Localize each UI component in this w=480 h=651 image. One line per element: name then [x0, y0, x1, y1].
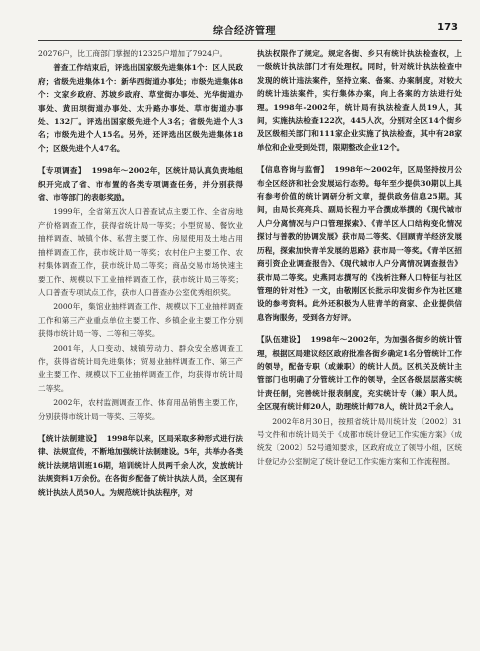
section-heading: 【专项调查】	[38, 166, 86, 176]
section-special-survey	[38, 164, 243, 204]
paragraph: 普查工作结束后，评选出国家级先进集体1个：区人民政府；省级先进集体1个：新华西街道办事处；市级先进集体8个：文家乡政府、苏坡乡政府、草堂街办事处、光华街道办事处、黄田坝街道办事处、太升路办事处、草市街道办事处、132厂。评选出国家级先进个人3名；省级先进个人3名；市级先进个人15名。另外，还评选出区级先进集体18个；区级先进个人47名。	[38, 63, 243, 153]
right-column	[257, 47, 462, 500]
section-heading: 【统计法制建设】	[38, 433, 102, 443]
paragraph: 1998年以来，区局采取多种形式进行法律、法规宣传，不断地加强统计法制建设。5年，共举办各类统计法规培训班16期，培训统计人员两千余人次，发放统计法规资料1万余份。在各街乡配备了统计执法人员，全区现有统计执法人员50人。为规范统计执法程序，对	[38, 433, 243, 497]
paragraph: 20276户，比工商部门掌握的12325户增加了7924户。	[38, 49, 228, 58]
section-heading: 【信息咨询与监督】	[257, 165, 329, 175]
paragraph: 2002年8月30日，按照省统计局川统计发〔2002〕31号文件和市统计局关于《成都市统计登记工作实施方案》（成统发〔2002〕52号通知要求，区政府成立了领导小组，区统计登记办公室制定了统计登记工作实施方案和工作流程图。	[257, 416, 462, 466]
page-header	[38, 22, 462, 41]
section-heading: 【队伍建设】	[257, 335, 305, 345]
section-team-building	[257, 333, 462, 413]
left-column	[38, 47, 243, 500]
section-legal-construction	[38, 432, 243, 499]
paragraph: 执法权限作了规定。规定各街、乡只有统计执法检查权，上一级统计执法部门才有处理权。同时，针对统计执法检查中发现的统计违法案件，坚持立案、备案、办案制度，对较大的统计违法案件，实行集体办案，向上各案的方法进行处理。1998年-2002年，统计局有执法检查人员19人，其间，实施执法检查122次，445人次，分别对全区14个街乡及区级相关部门和111家企业实施了执法检查，其中有28家单位和企业受到处罚，限期整改企业12个。	[257, 49, 462, 152]
paragraph: 2000年，集馆业抽样调查工作、规模以下工业抽样调查工作和第三产业重点单位主要工作、乡镇企业主要工作分别获得市统计局一等、二等和三等奖。	[38, 302, 243, 339]
paragraph: 1999年，全省第五次人口普查试点主要工作、全省房地产价格调查工作，获得省统计局一等奖；小型贸易、餐饮业抽样调查、城镇个体、私营主要工作、房屋使用及土地占用抽样调查工作，获市统计局一等奖；农村住户主要工作、农村集体调查工作，获市统计局二等奖；商品交易市场快速主要工作、规模以下工业抽样调查工作，获市统计局三等奖；人口普查专项试点工作，获市人口普查办公室优秀组织奖。	[38, 207, 243, 297]
paragraph: 1998年～2002年，区统计局认真负责地组织开完成了省、市布置的各类专项调查任务，并分别获得省、市等部门的表彰奖励。	[38, 166, 243, 203]
paragraph: 1998年～2002年，区局坚持按月公布全区经济和社会发展运行态势。每年至少提供30期以上具有参考价值的统计调研分析文章，提供政务信息25期。其间，由局长亮亮兵、副局长程力平合撰成举撰的《现代城市人户分离情况与户口管理探索》、《青羊区人口结构变化情况探讨与普教的协调发展》获市局二等奖、《回顾青羊经济发展历程，探索加快青羊发展的思路》获市局一等奖。《青羊区招商引资企业调查报告》、《现代城市人户分离情况调查报告》获市局二等奖。史燕同志撰写的《浅析注释人口特征与社区管理的针对性》一文，由敬刚区长批示印发街乡作为社区建设的参考资料。此外还积极为人驻青羊的商家、企业提供信息咨询服务，受到各方好评。	[257, 165, 462, 322]
text-columns	[38, 47, 462, 500]
paragraph: 1998年～2002年，为加强各街乡的统计管理，根据区局建议经区政府批准各街乡确定1名分管统计工作的领导，配备专职（或兼职）的统计人员。区机关及统计主管部门也明确了分管统计工作的领导，全区各级层层落实统计责任制，完善统计报表制度，充实统计专（兼）职人员。全区现有统计师20人，助理统计师78人，统计员2千余人。	[257, 335, 462, 412]
page-number: 173	[437, 22, 458, 33]
running-title: 综合经济管理	[213, 26, 276, 37]
section-info-consulting	[257, 163, 462, 324]
paragraph: 2002年，农村监测调查工作、体育用品销售主要工作，分别获得市统计局一等奖、三等奖。	[38, 398, 243, 421]
paragraph: 2001年，人口变动、城镇劳动力、群众安全感调查工作，获得省统计局先进集体；贸易业抽样调查工作、第三产业主要工作、规模以下工业抽样调查工作，均获得市统计局二等奖。	[38, 343, 243, 393]
